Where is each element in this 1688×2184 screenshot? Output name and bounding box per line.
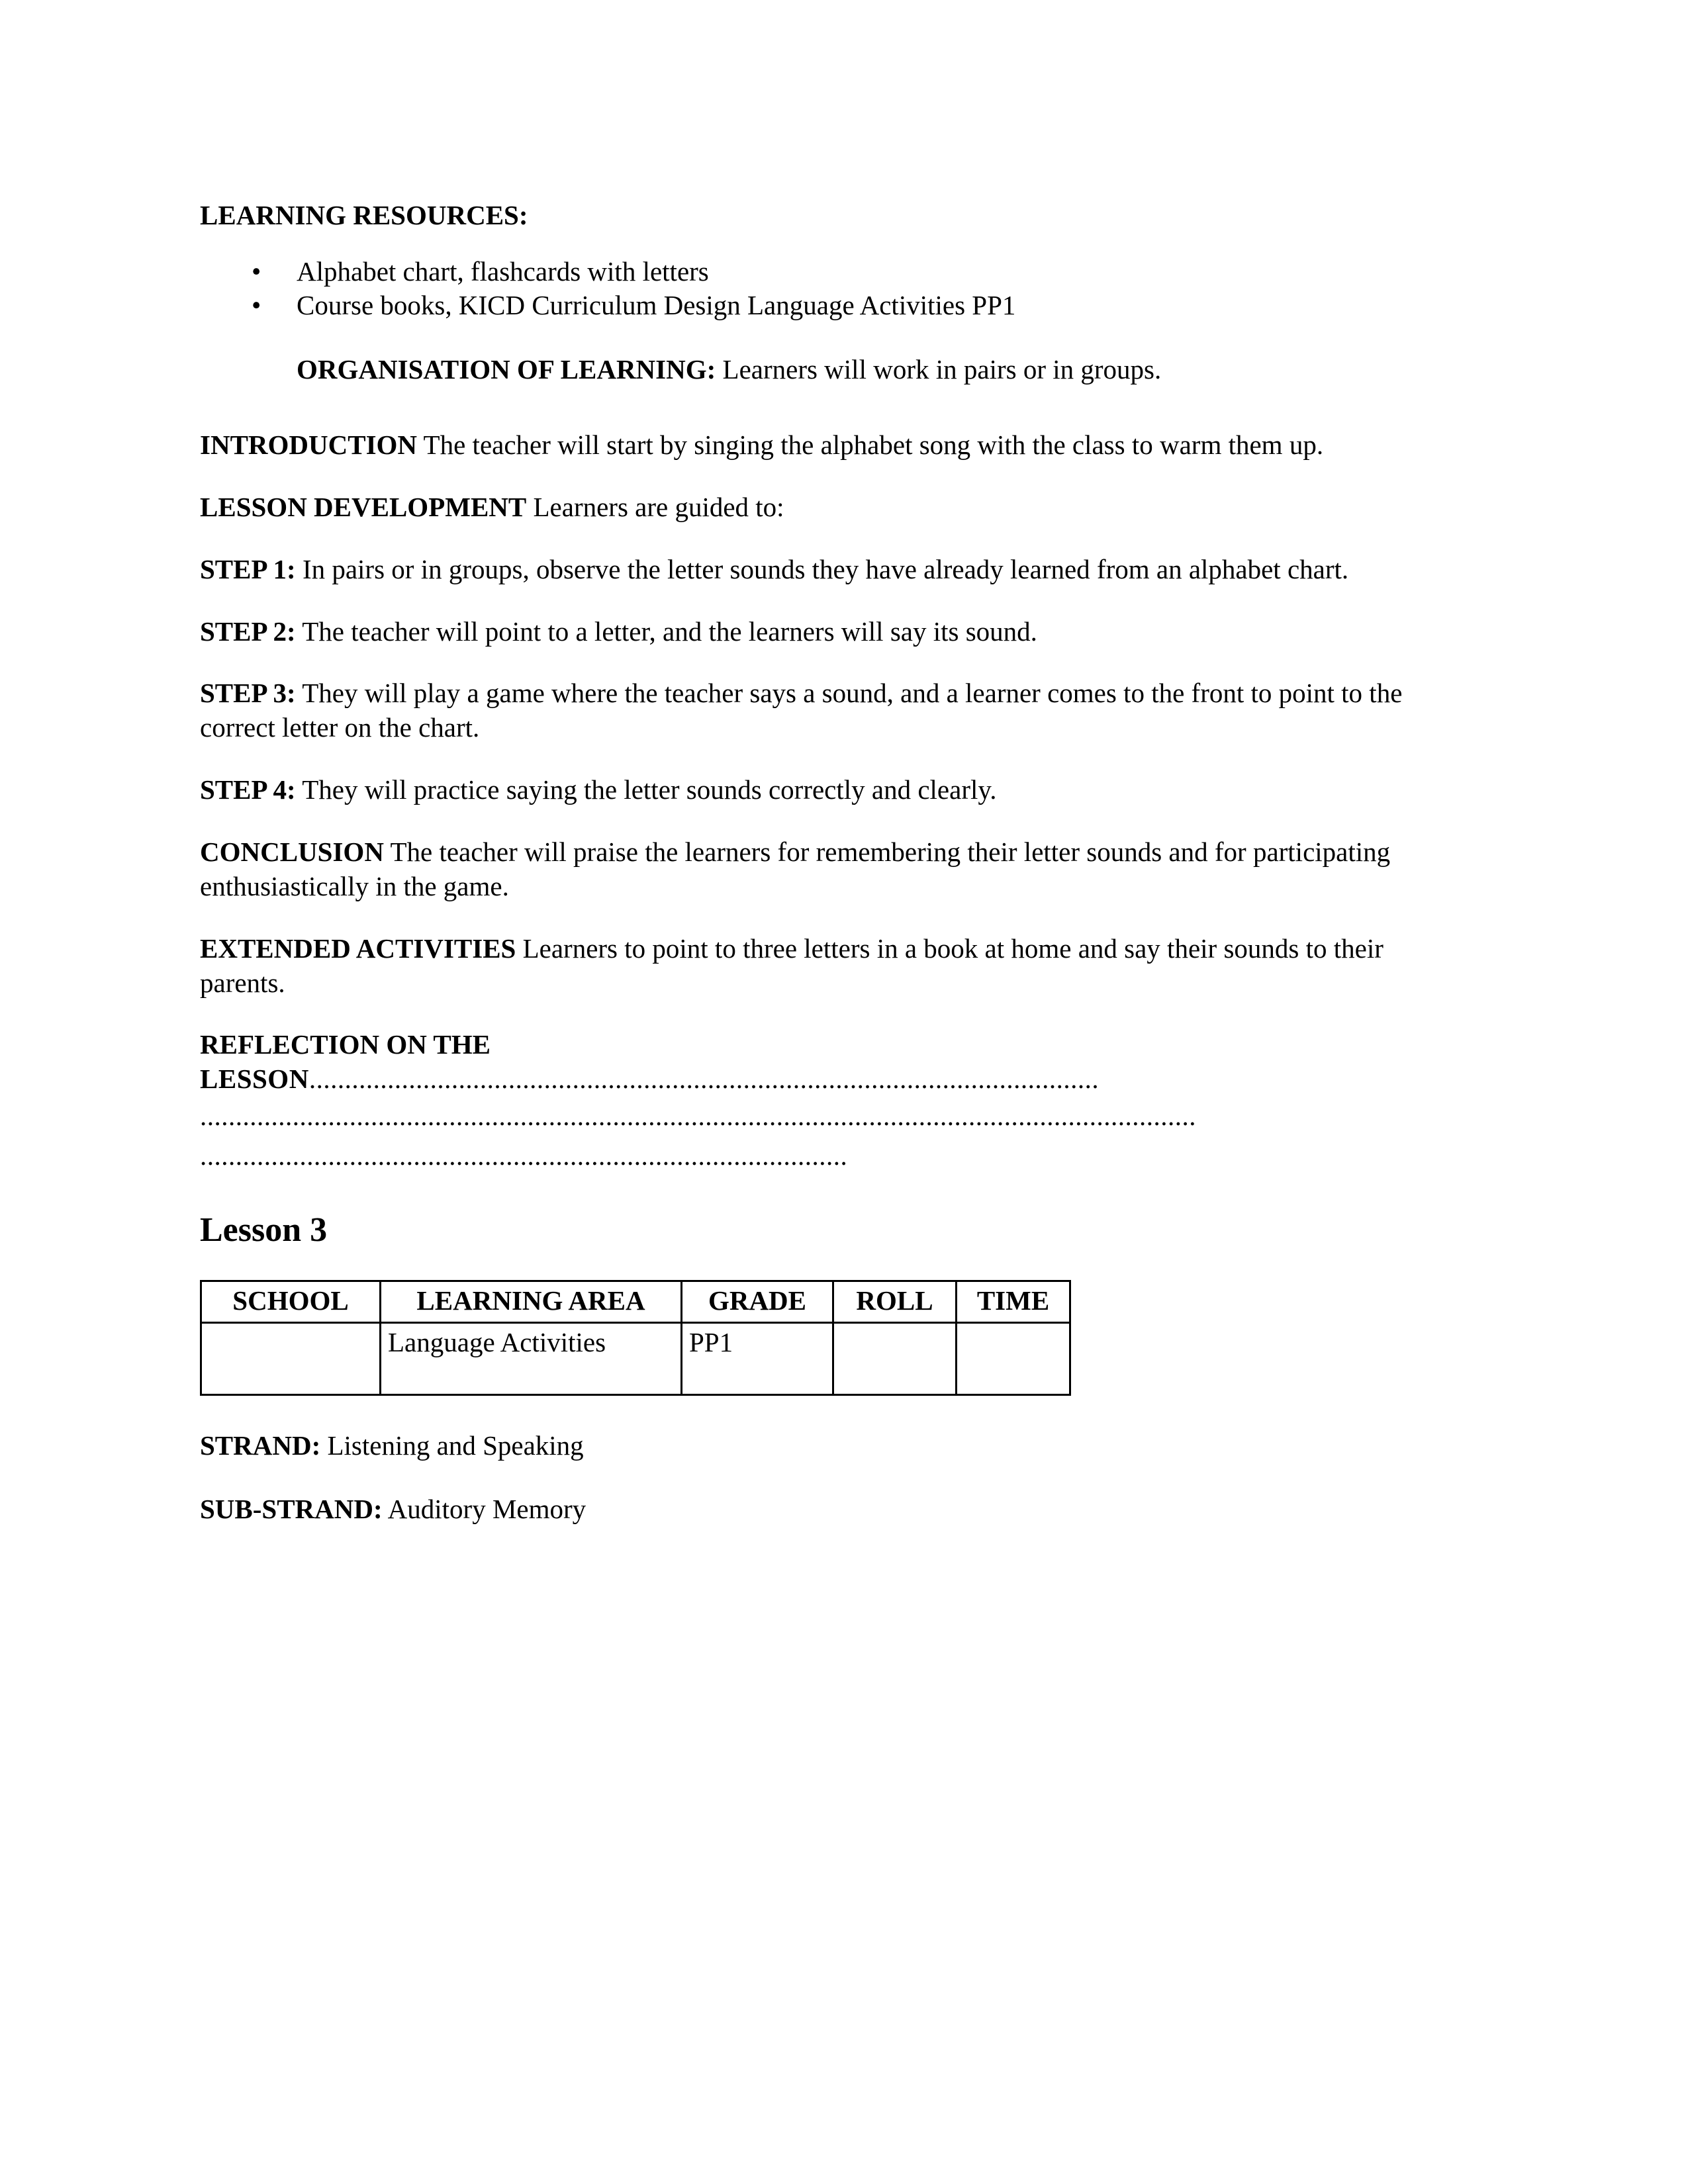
strand-label: STRAND: xyxy=(200,1430,321,1461)
step-4-paragraph xyxy=(200,773,1464,807)
sub-strand-label: SUB-STRAND: xyxy=(200,1493,383,1524)
extended-activities-text: Learners to point to three letters in a book at home and say their sounds to their parents. xyxy=(200,933,1383,998)
organisation-of-learning-paragraph xyxy=(297,353,1468,387)
list-item-label: Course books, KICD Curriculum Design Language Activities PP1 xyxy=(297,290,1016,321)
table-cell-grade: PP1 xyxy=(682,1322,833,1394)
table-cell-learning-area: Language Activities xyxy=(381,1322,682,1394)
reflection-on-lesson-block xyxy=(200,1028,1464,1175)
step-1-text: In pairs or in groups, observe the letter sounds they have already learned from an alphabet chart. xyxy=(295,553,1349,584)
step-1-label: STEP 1: xyxy=(200,553,296,584)
lesson-development-label: LESSON DEVELOPMENT xyxy=(200,491,527,522)
lesson-development-paragraph xyxy=(200,490,1464,525)
reflection-title-line-2 xyxy=(200,1062,1464,1097)
sub-strand-paragraph xyxy=(200,1492,1464,1527)
reflection-lesson-label: LESSON xyxy=(200,1064,309,1095)
conclusion-label: CONCLUSION xyxy=(200,836,384,867)
table-header-learning-area: LEARNING AREA xyxy=(381,1281,682,1323)
reflection-dots-1: ............................................................................................................... xyxy=(308,1064,1100,1095)
step-2-text: The teacher will point to a letter, and the learners will say its sound. xyxy=(295,615,1037,647)
reflection-title-line-1: REFLECTION ON THE xyxy=(200,1029,491,1060)
extended-activities-paragraph xyxy=(200,932,1464,1001)
step-1-paragraph xyxy=(200,553,1464,587)
table-cell-time xyxy=(957,1322,1070,1394)
introduction-label: INTRODUCTION xyxy=(200,429,418,460)
table-cell-school xyxy=(201,1322,381,1394)
step-3-text: They will play a game where the teacher says a sound, and a learner comes to the front to point to the correct letter on the chart. xyxy=(200,678,1403,743)
organisation-text: Learners will work in pairs or in groups. xyxy=(716,354,1162,385)
conclusion-paragraph xyxy=(200,835,1464,904)
extended-activities-label: EXTENDED ACTIVITIES xyxy=(200,933,516,964)
step-4-text: They will practice saying the letter sounds correctly and clearly. xyxy=(295,774,997,805)
bullet-icon: • xyxy=(252,290,261,321)
table-header-row xyxy=(201,1281,1070,1323)
learning-resources-list xyxy=(200,255,1464,322)
learning-resources-title: LEARNING RESOURCES: xyxy=(200,200,528,230)
sub-strand-value: Auditory Memory xyxy=(382,1493,586,1524)
conclusion-text: The teacher will praise the learners for remembering their letter sounds and for participating enthusiastically in the game. xyxy=(200,836,1391,901)
step-2-label: STEP 2: xyxy=(200,615,296,647)
list-item xyxy=(200,289,1464,322)
table-header-time: TIME xyxy=(957,1281,1070,1323)
strand-value: Listening and Speaking xyxy=(320,1430,584,1461)
introduction-paragraph xyxy=(200,428,1464,463)
spacer xyxy=(200,387,1464,428)
table-row xyxy=(201,1322,1070,1394)
table-cell-roll xyxy=(833,1322,957,1394)
step-3-paragraph xyxy=(200,676,1464,745)
document-body xyxy=(200,199,1464,1527)
table-header-roll: ROLL xyxy=(833,1281,957,1323)
reflection-dots-2: ............................................................................................................................................ xyxy=(200,1101,1196,1132)
table-header-school: SCHOOL xyxy=(201,1281,381,1323)
introduction-text: The teacher will start by singing the alphabet song with the class to warm them up. xyxy=(417,429,1324,460)
step-3-label: STEP 3: xyxy=(200,678,296,709)
organisation-label: ORGANISATION OF LEARNING: xyxy=(297,354,716,385)
step-2-paragraph xyxy=(200,615,1464,649)
list-item xyxy=(200,255,1464,289)
table-header-grade: GRADE xyxy=(682,1281,833,1323)
step-4-label: STEP 4: xyxy=(200,774,296,805)
reflection-dots-3: ........................................................................................... xyxy=(200,1140,848,1171)
lesson-development-text: Learners are guided to: xyxy=(526,491,784,522)
lesson-details-table xyxy=(200,1280,1071,1396)
list-item-label: Alphabet chart, flashcards with letters xyxy=(297,255,709,287)
strand-paragraph xyxy=(200,1429,1464,1463)
bullet-icon: • xyxy=(252,255,261,287)
lesson-heading: Lesson 3 xyxy=(200,1210,328,1249)
